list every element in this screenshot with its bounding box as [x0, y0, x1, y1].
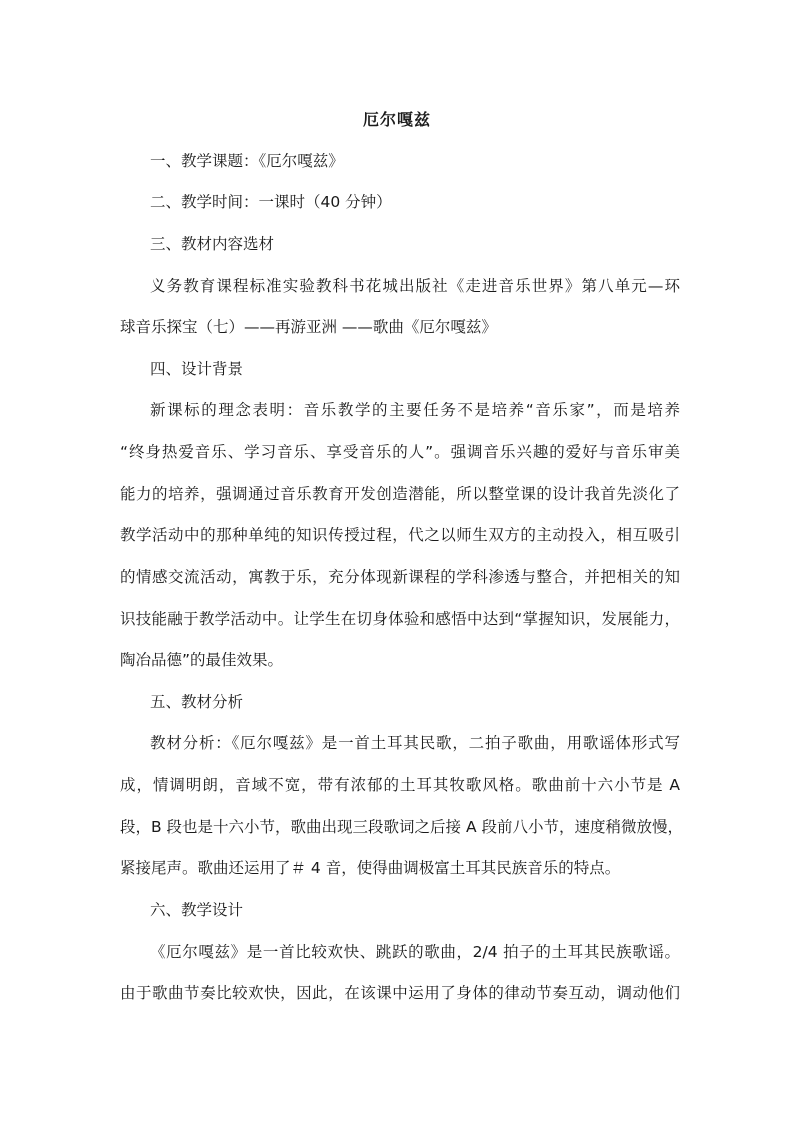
paragraph-line: 义务教育课程标准实验教科书花城出版社《走进音乐世界》第八单元—环 [150, 277, 680, 295]
paragraph-line: 能力的培养，强调通过音乐教育开发创造潜能，所以整堂课的设计我首先淡化了 [120, 485, 680, 503]
paragraph-line: 紧接尾声。歌曲还运用了＃ 4 音，使得曲调极富土耳其民族音乐的特点。 [120, 859, 621, 877]
paragraph-line: 新课标的理念表明：音乐教学的主要任务不是培养“音乐家”，而是培养 [150, 401, 680, 419]
paragraph-line: “终身热爱音乐、学习音乐、享受音乐的人”。强调音乐兴趣的爱好与音乐审美 [120, 443, 680, 461]
section-heading-topic: 一、教学课题：《厄尔嘎兹》 [150, 152, 344, 170]
paragraph-line: 《厄尔嘎兹》是一首比较欢快、跳跃的歌曲，2/4 拍子的土耳其民族歌谣。 [150, 943, 680, 961]
document-title: 厄尔嘎兹 [362, 110, 431, 129]
paragraph-line: 教材分析：《厄尔嘎兹》是一首土耳其民歌，二拍子歌曲，用歌谣体形式写 [150, 734, 680, 752]
paragraph-line: 成，情调明朗，音域不宽，带有浓郁的土耳其牧歌风格。歌曲前十六小节是 A [120, 776, 680, 794]
paragraph-line: 的情感交流活动，寓教于乐，充分体现新课程的学科渗透与整合，并把相关的知 [120, 568, 680, 586]
section-heading-design: 六、教学设计 [150, 901, 244, 919]
paragraph-line: 陶冶品德”的最佳效果。 [120, 651, 284, 669]
paragraph-line: 球音乐探宝（七）——再游亚洲 ——歌曲《厄尔嘎兹》 [120, 318, 497, 336]
paragraph-line: 教学活动中的那种单纯的知识传授过程，代之以师生双方的主动投入，相互吸引 [120, 526, 680, 544]
paragraph-line: 识技能融于教学活动中。让学生在切身体验和感悟中达到“掌握知识，发展能力， [120, 610, 680, 628]
section-heading-material: 三、教材内容选材 [150, 235, 275, 253]
paragraph-line: 段，B 段也是十六小节，歌曲出现三段歌词之后接 A 段前八小节，速度稍微放慢， [120, 818, 684, 836]
section-heading-analysis: 五、教材分析 [150, 693, 244, 711]
section-heading-background: 四、设计背景 [150, 360, 244, 378]
paragraph-line: 由于歌曲节奏比较欢快，因此，在该课中运用了身体的律动节奏互动，调动他们 [120, 984, 680, 1002]
section-heading-time: 二、教学时间：一课时（40 分钟） [150, 193, 392, 211]
